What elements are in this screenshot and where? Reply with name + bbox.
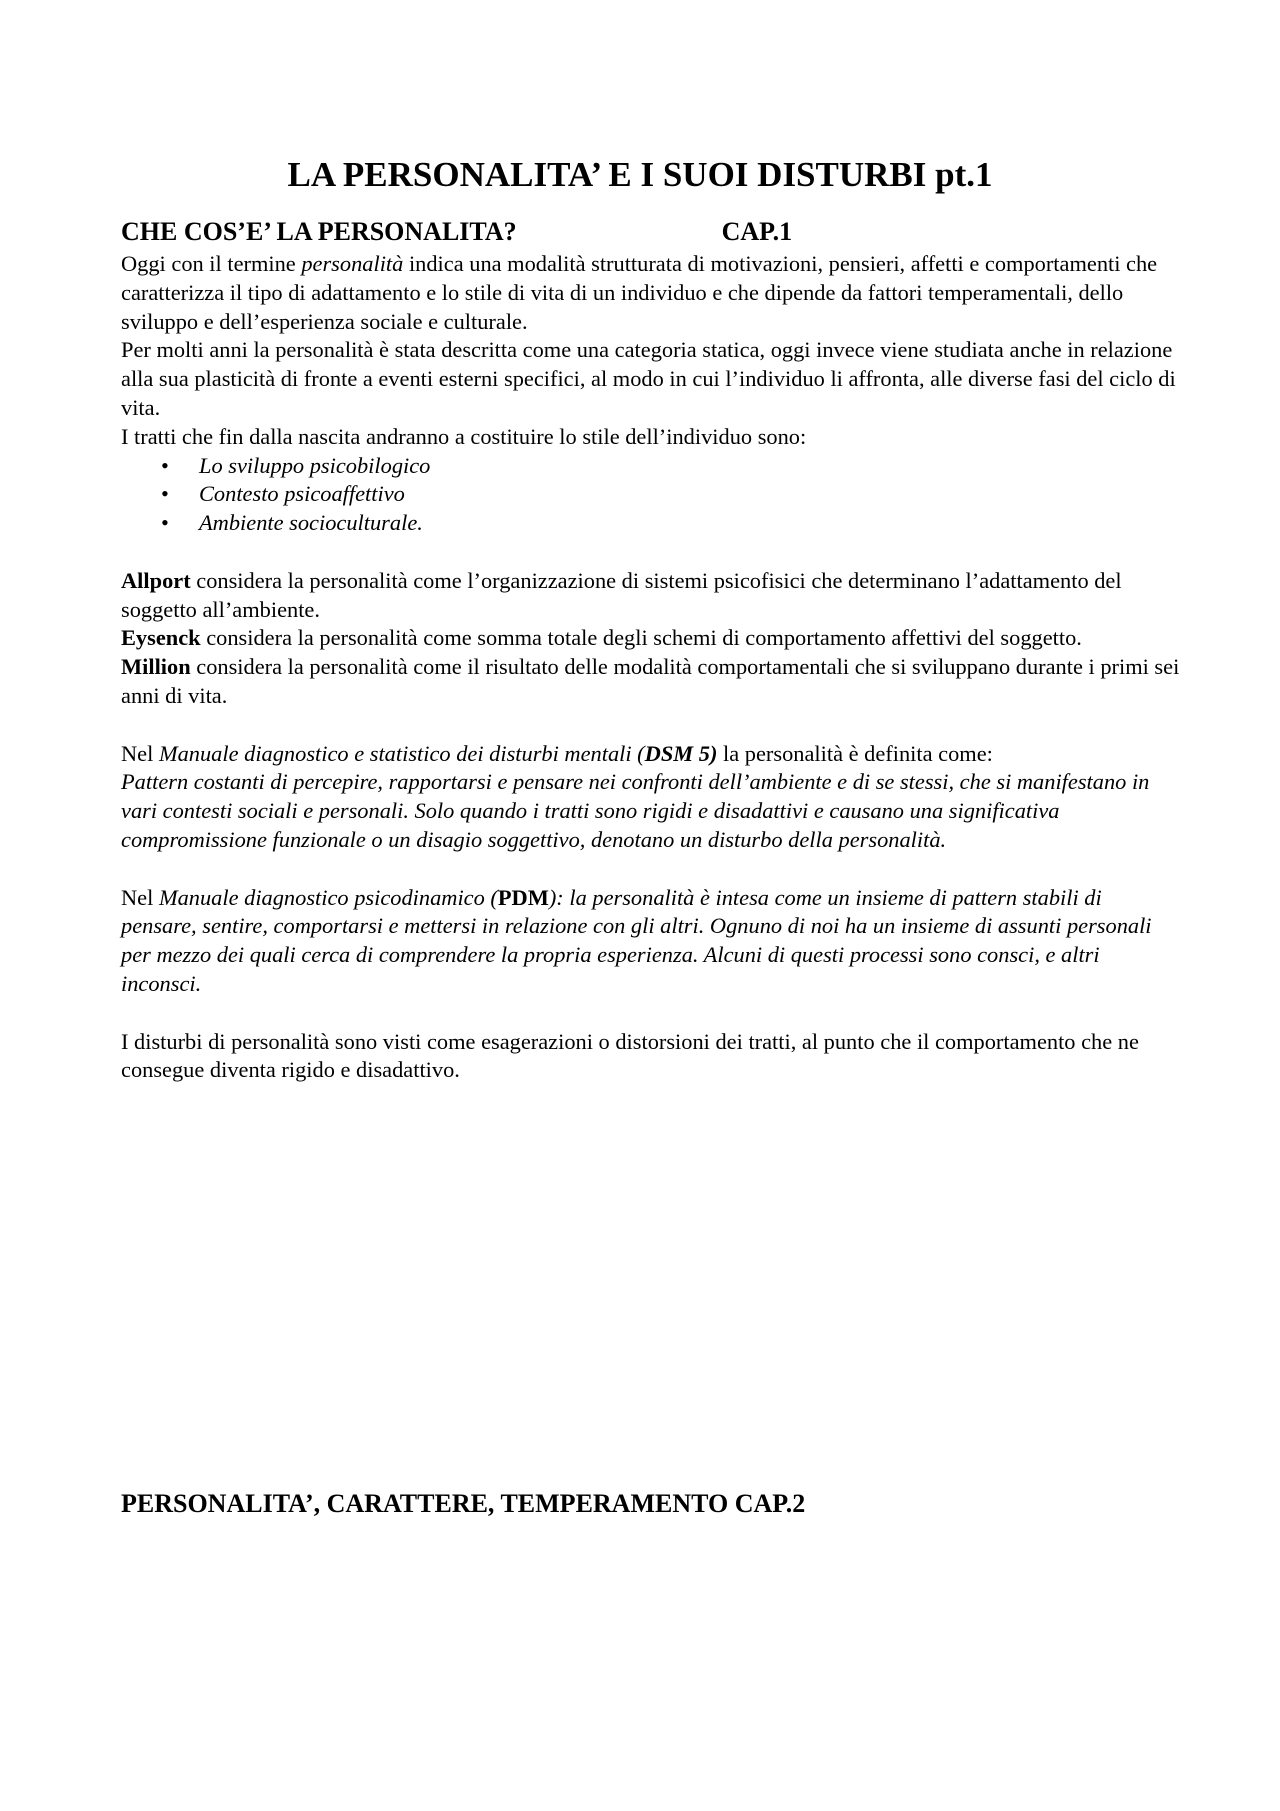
paragraph-allport (121, 567, 1181, 625)
spacer (121, 711, 1181, 740)
document-title: LA PERSONALITA’ E I SUOI DISTURBI pt.1 (287, 155, 993, 194)
list-item (161, 452, 1181, 481)
definition-text: ): la personalità è intesa come un insieme di pattern stabili di pensare, sentire, comportarsi e mettersi in relazione con gli altri. Ognuno di noi ha un insieme di assunti personali per mezzo dei quali cerca di comprendere la propria esperienza. Alcuni di questi processi sono consci, e altri inconsci. (121, 884, 1152, 996)
trait-text: Lo sviluppo psicobilogico (199, 452, 431, 478)
text-run: indica una modalità strutturata di motivazioni, pensieri, affetti e comportamenti che caratterizza il tipo di adattamento e lo stile di vita di un individuo e che dipende da fattori temperamentali, dello sviluppo e dell’esperienza sociale e culturale. (121, 251, 1158, 334)
author-name: Allport (121, 567, 191, 593)
text-run: Nel (121, 740, 159, 766)
section-2-heading: PERSONALITA’, CARATTERE, TEMPERAMENTO CAP.2 (121, 1489, 806, 1518)
trait-text: Ambiente socioculturale. (199, 510, 423, 536)
bullet-icon: • (161, 481, 169, 507)
manual-acronym: PDM (497, 884, 549, 910)
text-run: Oggi con il termine (121, 251, 302, 276)
section-1 (121, 214, 1181, 1085)
paragraph-traits-intro: I tratti che fin dalla nascita andranno a costituire lo stile dell’individuo sono: (121, 423, 807, 449)
trait-text: Contesto psicoaffettivo (199, 481, 405, 507)
spacer (121, 855, 1181, 884)
author-name: Million (121, 654, 191, 680)
manual-acronym: DSM 5) (644, 740, 718, 766)
author-name: Eysenck (121, 625, 201, 651)
text-run: considera la personalità come somma totale degli schemi di comportamento affettivi del soggetto. (200, 625, 1082, 651)
paragraph-history: Per molti anni la personalità è stata descritta come una categoria statica, oggi invece viene studiata anche in relazione alla sua plasticità di fronte a eventi esterni specifici, al modo in cui l’individuo li affronta, alle diverse fasi del ciclo di vita. (121, 337, 1176, 420)
bullet-icon: • (161, 452, 169, 478)
bullet-icon: • (161, 510, 169, 536)
paragraph-definition (121, 250, 1181, 336)
manual-title: Manuale diagnostico e statistico dei disturbi mentali ( (158, 740, 645, 766)
spacer (121, 538, 1181, 567)
list-item (161, 509, 1181, 538)
paragraph-dsm (121, 740, 1181, 769)
text-run: considera la personalità come l’organizzazione di sistemi psicofisici che determinano l’adattamento del soggetto all’ambiente. (121, 567, 1122, 622)
manual-title: Manuale diagnostico psicodinamico ( (158, 884, 498, 910)
traits-list (121, 452, 1181, 538)
list-item (161, 480, 1181, 509)
paragraph-pdm (121, 884, 1181, 999)
paragraph-closing: I disturbi di personalità sono visti come esagerazioni o distorsioni dei tratti, al punto che il comportamento che ne consegue diventa rigido e disadattivo. (121, 1028, 1139, 1083)
section-1-title: CHE COS’E’ LA PERSONALITA? (121, 217, 517, 246)
text-run: considera la personalità come il risultato delle modalità comportamentali che si sviluppano durante i primi sei anni di vita. (121, 654, 1180, 708)
text-run: Nel (121, 884, 159, 910)
paragraph-eysenck (121, 624, 1181, 653)
paragraph-million (121, 653, 1181, 711)
chapter-label: CAP.1 (721, 217, 793, 246)
text-run: la personalità è definita come: (717, 740, 993, 766)
definition-text: Pattern costanti di percepire, rapportarsi e pensare nei confronti dell’ambiente e di se stessi, che si manifestano in vari contesti sociali e personali. Solo quando i tratti sono rigidi e disadattivi e causano una significativa compromissione funzionale o un disagio soggettivo, denotano un disturbo della personalità. (121, 769, 1150, 852)
spacer (121, 999, 1181, 1028)
section-1-heading (121, 214, 1181, 250)
paragraph-dsm-definition (121, 768, 1181, 854)
italic-term: personalità (301, 251, 404, 276)
